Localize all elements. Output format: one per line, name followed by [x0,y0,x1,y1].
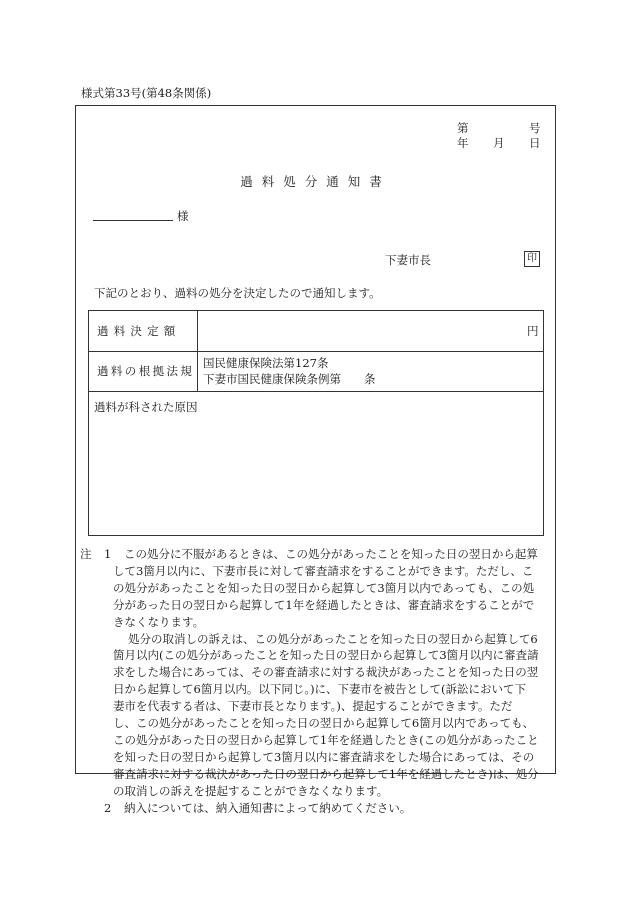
date-year: 年 [457,136,469,150]
document-title: 過料処分通知書 [240,174,391,189]
table-row-divider [89,391,543,392]
note-item-1-line: この処分があった日の翌日から起算して1年を経過したとき(この処分があったこと [113,732,539,747]
note-item-1-line: きなくなります。 [113,614,205,629]
number-prefix: 第 [457,121,469,135]
number-suffix: 号 [529,121,541,135]
note-item-1-line: 箇月以内(この処分があったことを知った日の翌日から起算して3箇月以内に審査請 [113,648,539,663]
note-item-1-line: して3箇月以内に、下妻市長に対して審査請求をすることができます。ただし、こ [113,563,534,578]
note-item-2-text: 納入については、納入通知書によって納めてください。 [124,800,412,815]
legal-basis-label: 過料の根拠法規 [97,364,195,378]
seal-icon: 印 [524,251,540,267]
intro-text: 下記のとおり、過料の処分を決定したので通知します。 [94,286,381,300]
legal-basis-line-2: 下妻市国民健康保険条例第 条 [203,372,376,386]
note-item-1-number: 1 [104,547,112,561]
legal-basis-line-1: 国民健康保険法第127条 [203,356,329,370]
date-day: 日 [529,136,541,150]
note-item-1-line: 日から起算して6箇月以内。以下同じ。)に、下妻市を被告として(訴訟において下 [113,682,527,697]
note-item-1-line: を知った日の翌日から起算して3箇月以内に審査請求をした場合にあっては、その [113,749,535,764]
sender-title: 下妻市長 [385,253,431,267]
recipient-honorific: 様 [177,209,189,223]
amount-label: 過料決定額 [97,324,181,338]
table-row-divider [89,351,543,352]
note-item-1-line: 妻市を代表する者は、下妻市長となります。)、提起することができます。ただ [113,699,513,714]
note-item-1-line: の取消しの訴えを提起することができなくなります。 [113,783,389,798]
document-number-row [457,120,539,136]
note-item-1-line: 処分の取消しの訴えは、この処分があったことを知った日の翌日から起算して6 [128,631,538,646]
note-item-2-number: 2 [104,800,112,815]
table-column-divider [197,311,198,391]
notes-marker: 注 [80,547,92,561]
date-month: 月 [493,136,505,150]
recipient-name-line [93,220,173,221]
note-item-1-line: 審査請求に対する裁決があった日の翌日から起算して1年を経過したとき)は、処分 [113,766,539,781]
form-number-label: 様式第33号(第48条関係) [81,86,212,100]
penalty-table [88,310,544,536]
note-item-1-line: 分があった日の翌日から起算して1年を経過したときは、審査請求をすることがで [113,597,535,612]
note-item-1-line: この処分に不服があるときは、この処分があったことを知った日の翌日から起算 [124,547,538,561]
note-item-1-line: の処分があったことを知った日の翌日から起算して3箇月以内であっても、この処 [113,580,535,595]
document-date-row [457,135,539,151]
amount-unit: 円 [527,324,539,338]
note-item-1-line: し、この処分があったことを知った日の翌日から起算して6箇月以内であっても、 [113,716,535,730]
note-item-1-line: 求をした場合にあっては、その審査請求に対する裁決があったことを知った日の翌 [113,665,539,680]
penalty-reason-label: 過料が科された原因 [94,400,198,414]
